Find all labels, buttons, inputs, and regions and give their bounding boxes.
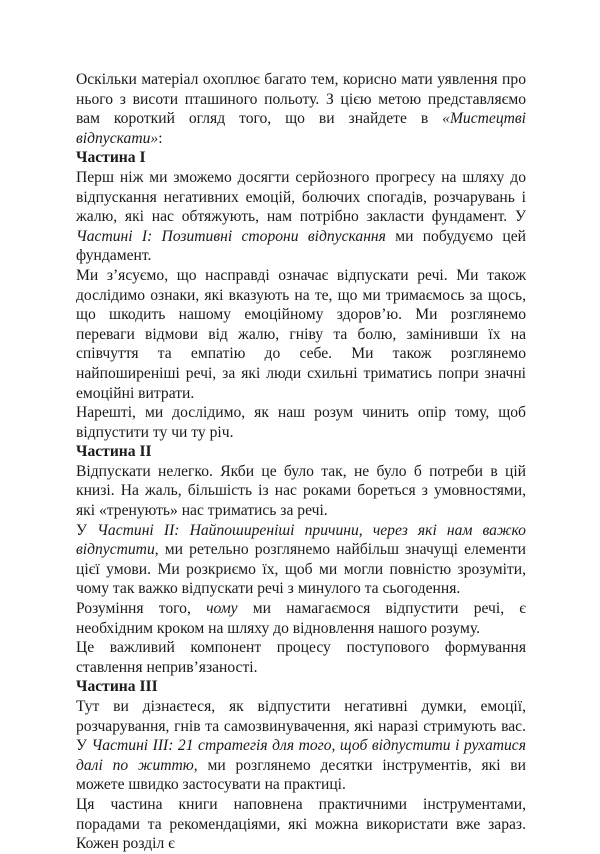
- book-title: «Мистецтві відпускати»: [76, 110, 526, 147]
- part1-paragraph-3: Нарешті, ми дослідимо, як наш розум чинить опір тому, щоб відпустити ту чи ту річ.: [76, 404, 526, 441]
- part3-p1-text-a: Тут ви дізнаєтеся, як відпустити негативні думки, емоції, розчарування, гнів та самозвинувачення, які наразі стримують вас. У: [76, 698, 526, 755]
- part2-paragraph-3: [76, 599, 526, 638]
- part2-paragraph-1: Відпускати нелегко. Якби це було так, не було б потреби в цій книзі. На жаль, більшість із нас роками бореться з умовностями, які «тренують» нас триматись за речі.: [76, 462, 526, 520]
- part2-p3-emphasis: чому: [206, 600, 238, 618]
- part2-p3-text-b: ми намагаємося відпустити речі, є необхідним кроком на шляху до відновлення нашого розуму.: [76, 600, 526, 637]
- part1-paragraph-2: Ми з’ясуємо, що насправді означає відпускати речі. Ми також дослідимо ознаки, які вказують на те, що ми тримаємось за щось, що шкодить нашому емоційному здоров’ю. Ми розглянемо переваги відмови від жалю, гніву та болю, замінивши їх на співчуття та емпатію до себе. Ми також розглянемо найпоширеніші речі, за які люди схильні триматись попри значні емоційні витрати.: [76, 266, 526, 402]
- part3-p1-text-b: , ми розглянемо десятки інструментів, які ви можете швидко застосувати на практиці.: [76, 756, 527, 794]
- part1-title-ref: Частині І: Позитивні сторони відпускання: [76, 227, 386, 245]
- part2-heading: Частина ІІ: [76, 443, 152, 461]
- part2-paragraph-2: [76, 521, 526, 599]
- part2-p3-text-a: Розуміння того,: [76, 600, 207, 618]
- intro-text: Оскільки матеріал охоплює багато тем, корисно мати уявлення про нього з висоти пташиного польоту. З цією метою представляємо вам короткий огляд того, що ви знайдете в: [76, 71, 526, 128]
- part2-paragraph-4: Це важливий компонент процесу поступового формування ставлення непривʼязаності.: [76, 639, 526, 676]
- part1-p1-text-b: ми побудуємо цей фундамент.: [76, 227, 526, 265]
- part3-paragraph-1: [76, 697, 526, 795]
- document-page: [76, 70, 526, 854]
- part1-p1-text-a: Перш ніж ми зможемо досягти серйозного прогресу на шляху до відпускання негативних емоцій, болючих спогадів, розчарувань і жалю, які нас обтяжують, нам потрібно закласти фундамент. У: [76, 168, 526, 226]
- part3-heading: Частина ІІІ: [76, 678, 158, 696]
- part3-title-ref: Частині ІІІ: 21 стратегія для того, щоб відпустити і рухатися далі по життю: [76, 737, 526, 774]
- part1-paragraph-1: [76, 168, 526, 266]
- part2-title-ref: Частині ІІ: Найпоширеніші причини, через які нам важко відпустити: [76, 521, 526, 559]
- part2-p2-text-b: , ми ретельно розглянемо найбільш значущі елементи цієї умови. Ми розкриємо їх, щоб ми могли повністю зрозуміти, чому так важко відпускати речі з минулого та сьогодення.: [76, 541, 526, 598]
- part1-heading: Частина I: [76, 149, 146, 167]
- part2-p2-text-a: У: [76, 521, 98, 539]
- intro-paragraph: [76, 70, 526, 148]
- part3-paragraph-2: Ця частина книги наповнена практичними інструментами, порадами та рекомендаціями, які можна використати вже зараз. Кожен розділ є: [76, 795, 526, 853]
- intro-end: :: [158, 129, 163, 147]
